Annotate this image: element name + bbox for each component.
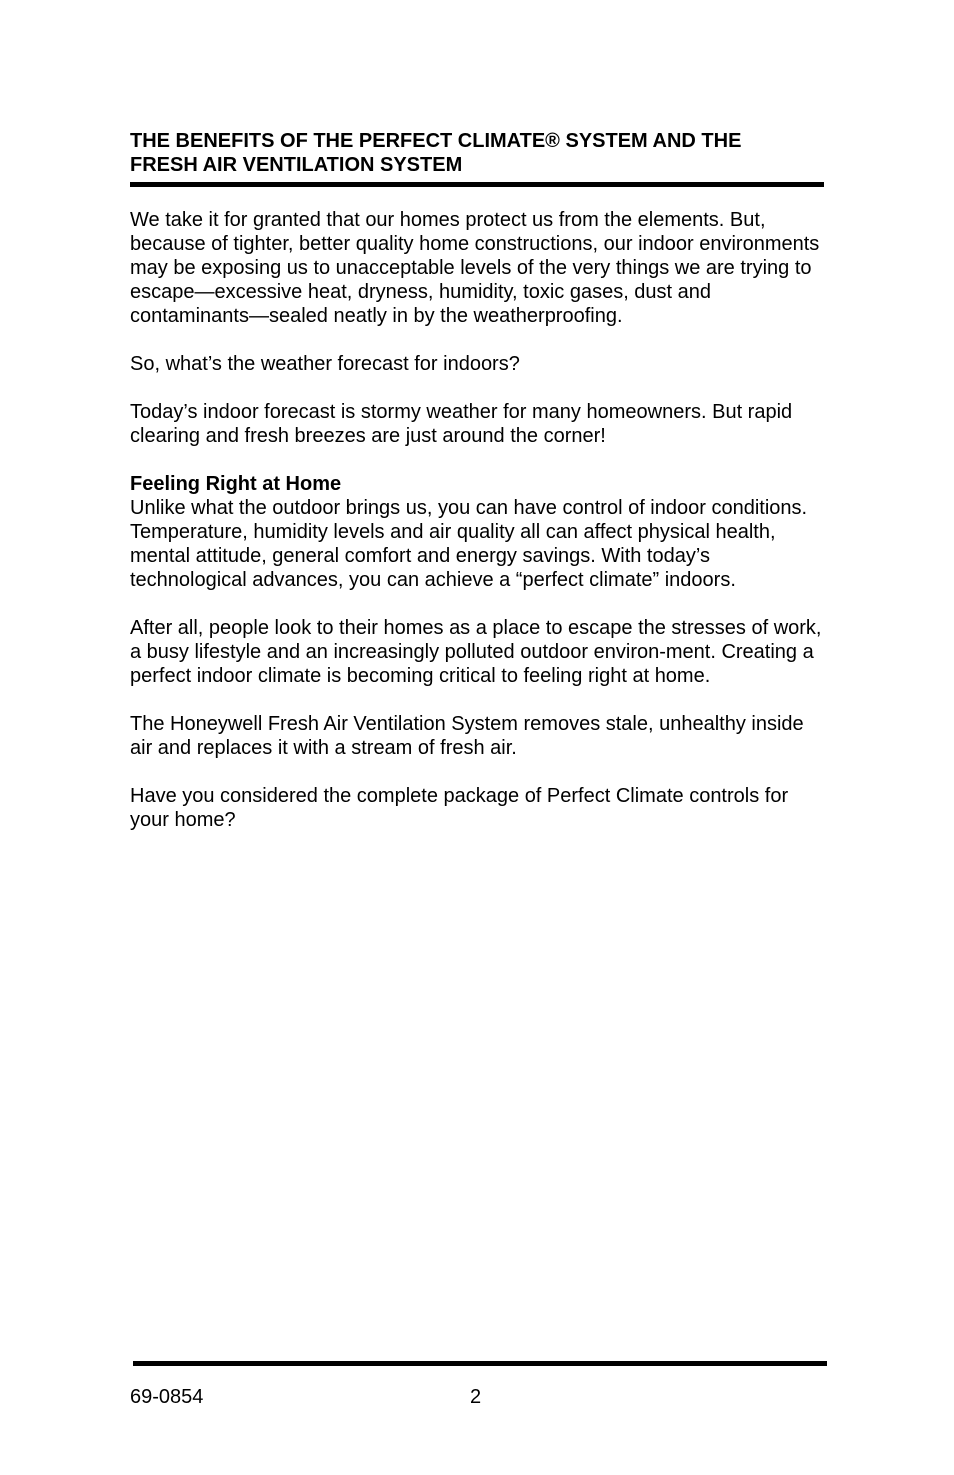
paragraph-forecast-question: So, what’s the weather forecast for indoors? (130, 353, 520, 375)
heading-rule (130, 182, 824, 187)
paragraph-escape-stresses: After all, people look to their homes as a place to escape the stresses of work, a busy lifestyle and an increasingly polluted outdoor environ-ment. Creating a perfect indoor climate is becoming critical to feeling right at home. (130, 617, 822, 687)
page-heading-line-1: THE BENEFITS OF THE PERFECT CLIMATE® SYSTEM AND THE (130, 130, 742, 152)
paragraph-indoor-control: Unlike what the outdoor brings us, you can have control of indoor conditions. Temperature, humidity levels and air quality all can affect physical health, mental attitude, general comfort and energy savings. With today’s technological advances, you can achieve a “perfect climate” indoors. (130, 497, 808, 591)
paragraph-complete-package: Have you considered the complete package of Perfect Climate controls for your home? (130, 785, 789, 831)
footer-rule (133, 1361, 827, 1366)
document-number: 69-0854 (130, 1386, 204, 1408)
paragraph-ventilation-system: The Honeywell Fresh Air Ventilation System removes stale, unhealthy inside air and replaces it with a stream of fresh air. (130, 713, 804, 759)
page-number: 2 (470, 1386, 482, 1408)
section-feeling-right (130, 472, 824, 592)
paragraph-forecast-answer: Today’s indoor forecast is stormy weather for many homeowners. But rapid clearing and fresh breezes are just around the corner! (130, 401, 793, 447)
paragraph-intro: We take it for granted that our homes protect us from the elements. But, because of tighter, better quality home constructions, our indoor environments may be exposing us to unacceptable levels of the very things we are trying to escape—excessive heat, dryness, humidity, toxic gases, dust and contaminants—sealed neatly in by the weatherproofing. (130, 209, 820, 327)
section-subheading: Feeling Right at Home (130, 473, 342, 495)
page-heading-line-2: FRESH AIR VENTILATION SYSTEM (130, 154, 463, 176)
document-page (130, 0, 824, 1475)
body-text (130, 208, 824, 856)
page-heading (130, 129, 824, 177)
